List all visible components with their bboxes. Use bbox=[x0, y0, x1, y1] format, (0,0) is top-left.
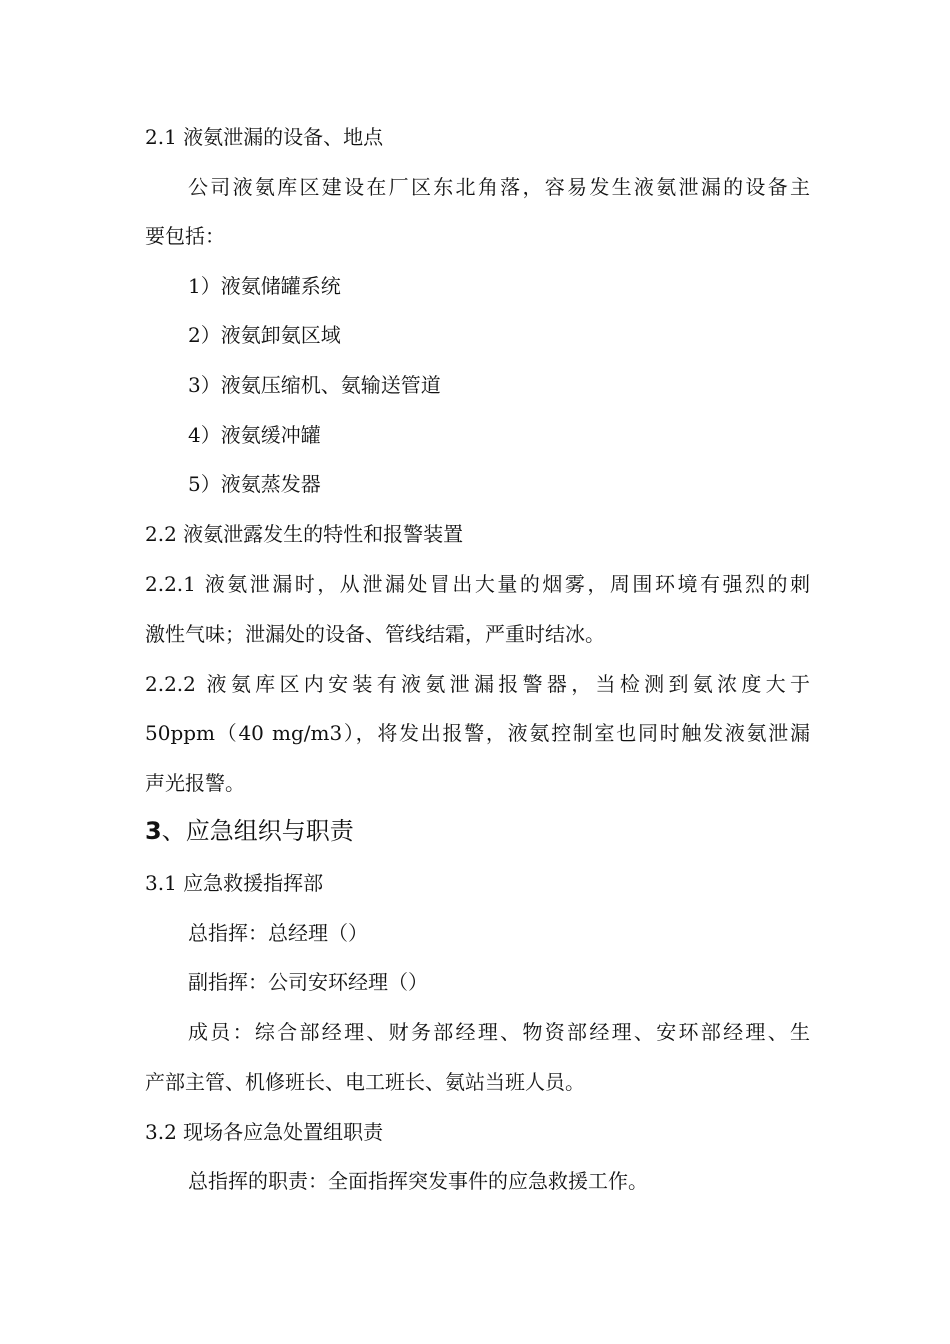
section-heading-2-2: 2.2 液氨泄露发生的特性和报警装置 bbox=[145, 522, 464, 546]
paragraph-line: 50ppm（40 mg/m3），将发出报警，液氨控制室也同时触发液氨泄漏 bbox=[145, 721, 810, 745]
paragraph-line: 成员：综合部经理、财务部经理、物资部经理、安环部经理、生 bbox=[188, 1020, 810, 1044]
section-heading-2-1: 2.1 液氨泄漏的设备、地点 bbox=[145, 125, 384, 149]
paragraph-line: 声光报警。 bbox=[145, 771, 245, 795]
paragraph-line: 副指挥：公司安环经理（） bbox=[188, 970, 428, 994]
section-title: 、应急组织与职责 bbox=[161, 817, 354, 845]
paragraph-line: 总指挥的职责：全面指挥突发事件的应急救援工作。 bbox=[188, 1169, 648, 1193]
list-item: 4）液氨缓冲罐 bbox=[188, 423, 321, 447]
list-item: 5）液氨蒸发器 bbox=[188, 472, 321, 496]
paragraph-line: 激性气味；泄漏处的设备、管线结霜，严重时结冰。 bbox=[145, 622, 605, 646]
paragraph-line: 要包括： bbox=[145, 224, 225, 248]
paragraph-line: 产部主管、机修班长、电工班长、氨站当班人员。 bbox=[145, 1070, 585, 1094]
list-item: 1）液氨储罐系统 bbox=[188, 274, 341, 298]
section-heading-3-1: 3.1 应急救援指挥部 bbox=[145, 871, 324, 895]
paragraph-line: 总指挥：总经理（） bbox=[188, 921, 368, 945]
list-item: 2）液氨卸氨区域 bbox=[188, 323, 341, 347]
section-heading-3-2: 3.2 现场各应急处置组职责 bbox=[145, 1120, 384, 1144]
section-heading-3 bbox=[145, 816, 810, 846]
paragraph-line: 2.2.2 液氨库区内安装有液氨泄漏报警器，当检测到氨浓度大于 bbox=[145, 672, 810, 696]
list-item: 3）液氨压缩机、氨输送管道 bbox=[188, 373, 441, 397]
section-number: 3 bbox=[145, 817, 162, 845]
paragraph-line: 公司液氨库区建设在厂区东北角落，容易发生液氨泄漏的设备主 bbox=[188, 175, 810, 199]
paragraph-line: 2.2.1 液氨泄漏时，从泄漏处冒出大量的烟雾，周围环境有强烈的刺 bbox=[145, 572, 810, 596]
